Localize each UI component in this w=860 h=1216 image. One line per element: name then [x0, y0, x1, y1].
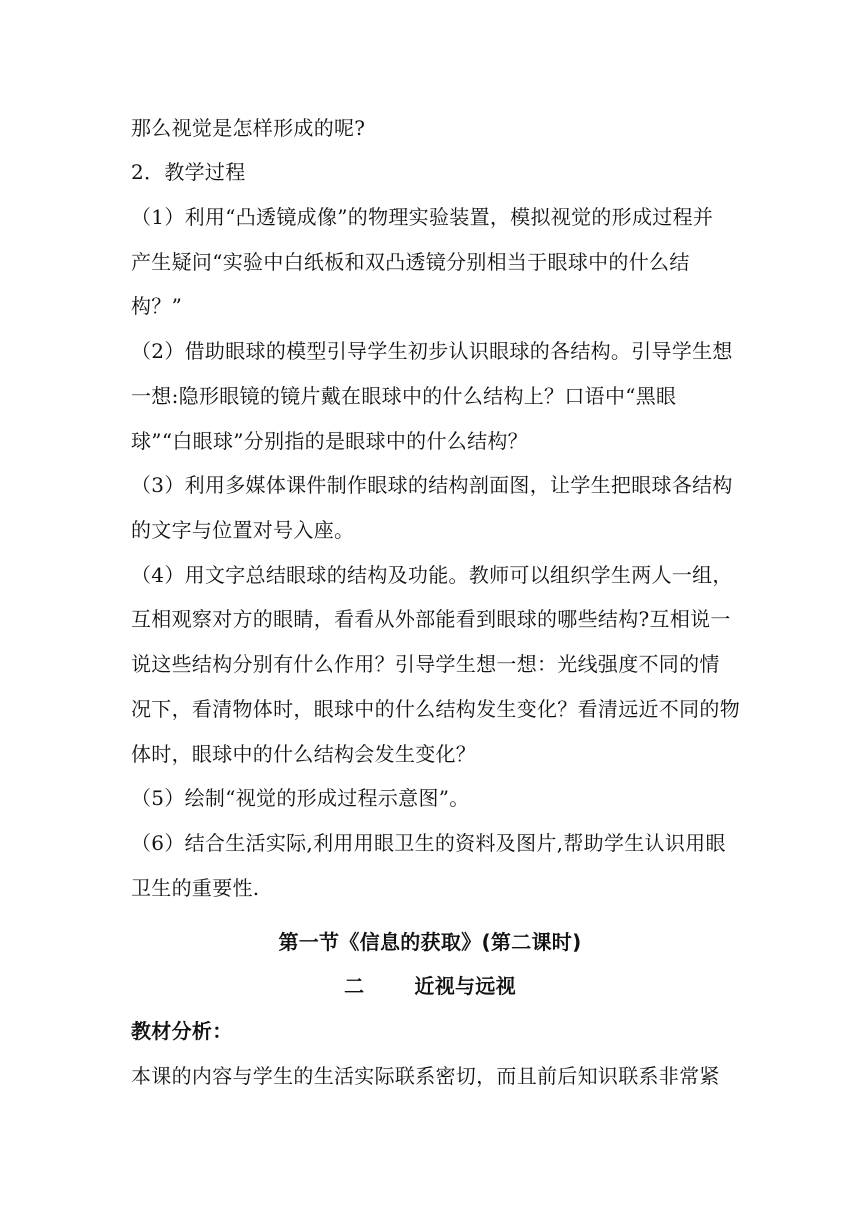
paragraph-line: 构？” — [131, 294, 183, 318]
paragraph-line: 的文字与位置对号入座。 — [131, 518, 355, 542]
paragraph-line: （1）利用“凸透镜成像”的物理实验装置，模拟视觉的形成过程并 — [131, 205, 714, 229]
paragraph-line: 互相观察对方的眼睛，看看从外部能看到眼球的哪些结构?互相说一 — [131, 607, 731, 631]
subsection-title: 近视与远视 — [414, 974, 516, 998]
paragraph-line: （2）借助眼球的模型引导学生初步认识眼球的各结构。引导学生想 — [131, 339, 733, 363]
paragraph-line: 说这些结构分别有什么作用？引导学生想一想：光线强度不同的情 — [131, 652, 720, 676]
paragraph-line: （3）利用多媒体课件制作眼球的结构剖面图，让学生把眼球各结构 — [131, 473, 733, 497]
section-title: 第一节《信息的获取》(第二课时) — [278, 930, 582, 954]
analysis-heading: 教材分析： — [131, 1019, 233, 1043]
paragraph-line: 产生疑问“实验中白纸板和双凸透镜分别相当于眼球中的什么结 — [131, 250, 690, 274]
paragraph-line: 球”“白眼球”分别指的是眼球中的什么结构？ — [131, 429, 528, 453]
paragraph-line: 况下，看清物体时，眼球中的什么结构发生变化？看清远近不同的物 — [131, 697, 740, 721]
paragraph-line: 2．教学过程 — [131, 160, 246, 184]
analysis-text: 本课的内容与学生的生活实际联系密切，而且前后知识联系非常紧 — [131, 1064, 720, 1088]
paragraph-line: 卫生的重要性. — [131, 876, 260, 900]
paragraph-line: 一想:隐形眼镜的镜片戴在眼球中的什么结构上？口语中“黑眼 — [131, 384, 677, 408]
subsection-heading — [0, 972, 860, 1000]
paragraph-line: 那么视觉是怎样形成的呢? — [131, 116, 366, 140]
paragraph-line: （4）用文字总结眼球的结构及功能。教师可以组织学生两人一组， — [131, 563, 733, 587]
paragraph-line: （5）绘制“视觉的形成过程示意图”。 — [131, 786, 470, 810]
paragraph-line: （6）结合生活实际,利用用眼卫生的资料及图片,帮助学生认识用眼 — [131, 831, 726, 855]
subsection-number: 二 — [344, 974, 365, 998]
paragraph-line: 体时，眼球中的什么结构会发生变化？ — [131, 742, 477, 766]
